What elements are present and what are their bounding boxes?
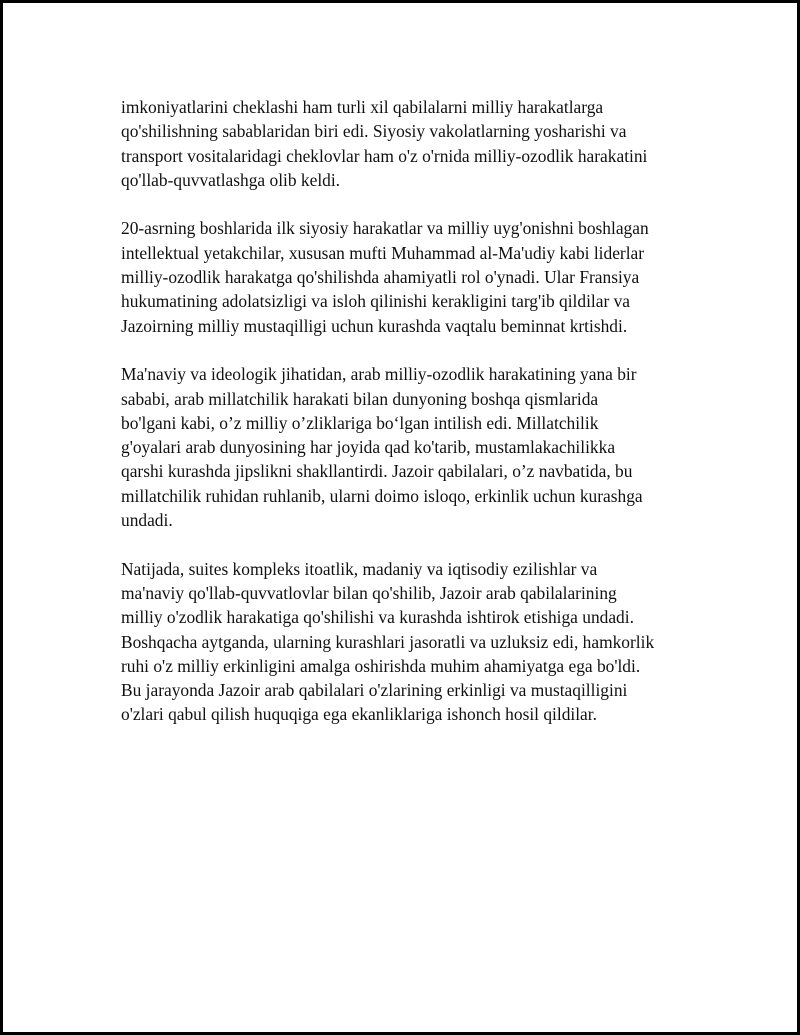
paragraph-3 [121,362,711,532]
text-line: undadi. [121,510,173,531]
text-line: qo'shilishning sabablaridan biri edi. Siyosiy vakolatlarning yosharishi va [121,121,627,142]
text-line: sababi, arab millatchilik harakati bilan dunyoning boshqa qismlarida [121,388,599,409]
text-line: milliy o'zodlik harakatiga qo'shilishi va kurashda ishtirok etishiga undadi. [121,607,634,628]
text-line: Ma'naviy va ideologik jihatidan, arab milliy-ozodlik harakatining yana bir [121,364,637,385]
text-line: Natijada, suites kompleks itoatlik, madaniy va iqtisodiy ezilishlar va [121,558,598,579]
text-line: millatchilik ruhidan ruhlanib, ularni doimo isloqo, erkinlik uchun kurashga [121,485,643,506]
body-text [121,95,711,751]
text-line: milliy-ozodlik harakatga qo'shilishda ahamiyatli rol o'ynadi. Ular Fransiya [121,267,640,288]
text-line: Boshqacha aytganda, ularning kurashlari jasoratli va uzluksiz edi, hamkorlik [121,631,655,652]
text-line: bo'lgani kabi, o’z milliy o’zliklariga bo‘lgan intilish edi. Millatchilik [121,412,599,433]
text-line: imkoniyatlarini cheklashi ham turli xil qabilalarni milliy harakatlarga [121,97,604,117]
text-line: qarshi kurashda jipslikni shakllantirdi. Jazoir qabilalari, o’z navbatida, bu [121,461,633,482]
text-line: g'oyalari arab dunyosining har joyida qad ko'tarib, mustamlakachilikka [121,437,616,458]
text-line: Bu jarayonda Jazoir arab qabilalari o'zlarining erkinligi va mustaqilligini [121,680,628,701]
text-line: ma'naviy qo'llab-quvvatlovlar bilan qo'shilib, Jazoir arab qabilalarining [121,582,617,603]
text-line: transport vositalaridagi cheklovlar ham o'z o'rnida milliy-ozodlik harakatini [121,145,648,166]
paragraph-4 [121,557,711,727]
text-line: o'zlari qabul qilish huquqiga ega ekanliklariga ishonch hosil qildilar. [121,704,597,725]
text-line: qo'llab-quvvatlashga olib keldi. [121,169,341,190]
text-line: 20-asrning boshlarida ilk siyosiy harakatlar va milliy uyg'onishni boshlagan [121,218,649,239]
paragraph-1 [121,95,711,192]
text-line: ruhi o'z milliy erkinligini amalga oshirishda muhim ahamiyatga ega bo'ldi. [121,655,641,676]
text-line: hukumatining adolatsizligi va isloh qilinishi kerakligini targ'ib qildilar va [121,291,630,312]
paragraph-2 [121,216,711,337]
text-line: Jazoirning milliy mustaqilligi uchun kurashda vaqtalu beminnat krtishdi. [121,315,628,336]
text-line: intellektual yetakchilar, xususan mufti Muhammad al-Ma'udiy kabi liderlar [121,242,645,263]
